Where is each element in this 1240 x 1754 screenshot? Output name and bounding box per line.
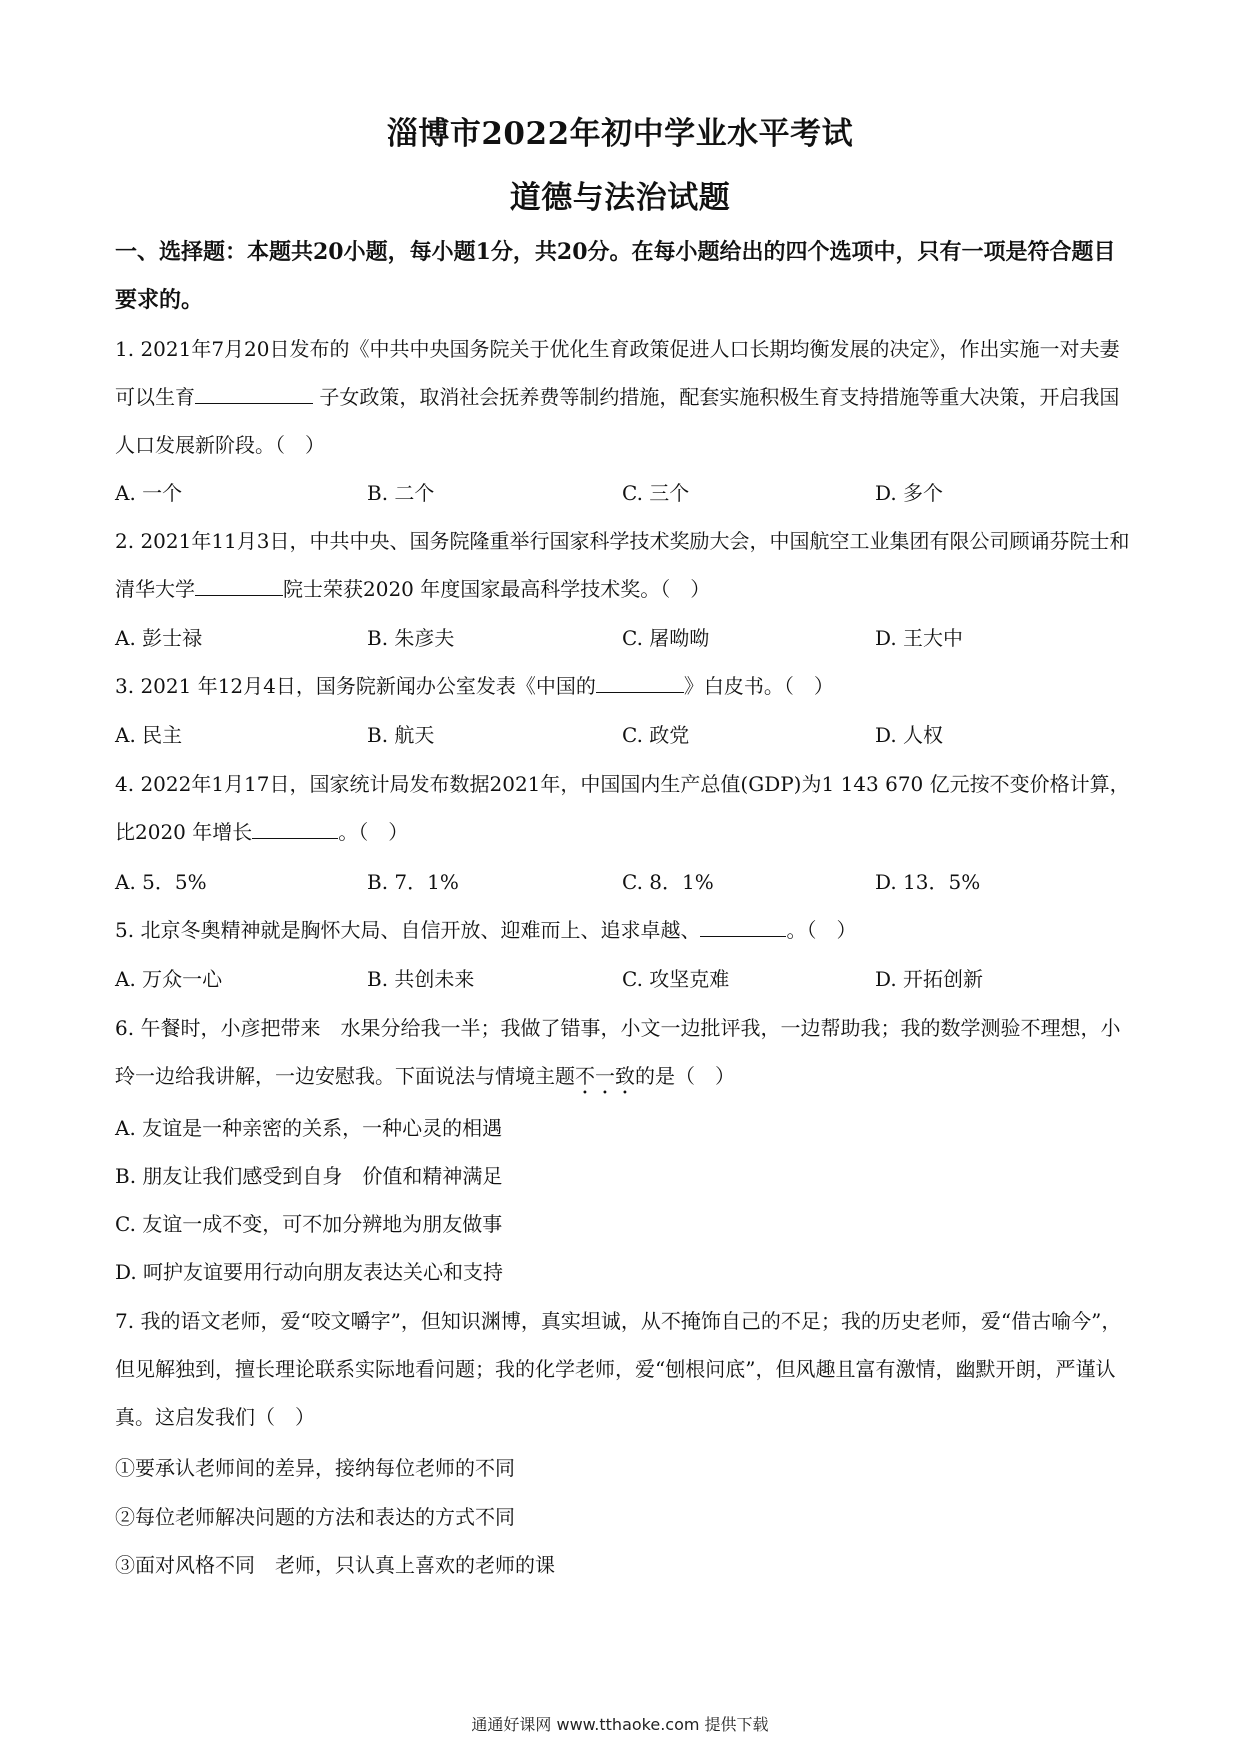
question-4-text-b: 。（ ） <box>338 820 409 844</box>
question-7-item-2: ②每位老师解决问题的方法和表达的方式不同 <box>115 1505 515 1529</box>
question-4-options <box>115 858 1130 906</box>
question-4-blank <box>252 817 338 839</box>
question-5-option-b: B. 共创未来 <box>367 967 475 991</box>
question-3-option-a: A. 民主 <box>115 723 183 747</box>
question-6-option-a: A. 友谊是一种亲密的关系，一种心灵的相遇 <box>115 1116 503 1140</box>
question-4-option-a: A. 5．5% <box>115 870 207 894</box>
question-3-text-b: 》白皮书。（ ） <box>683 674 834 698</box>
question-6-option-b: B. 朋友让我们感受到自身 价值和精神满足 <box>115 1164 503 1188</box>
question-3-blank <box>596 671 684 693</box>
question-2-text-b: 院士荣获2020 年度国家最高科学技术奖。（ ） <box>283 577 711 601</box>
question-1-blank <box>195 382 313 404</box>
question-5-option-c: C. 攻坚克难 <box>622 967 730 991</box>
question-1-option-d: D. 多个 <box>875 481 944 505</box>
question-1-option-c: C. 三个 <box>622 481 690 505</box>
question-2-option-d: D. 王大中 <box>875 626 964 650</box>
question-5-blank <box>700 915 786 937</box>
question-7-item-1: ①要承认老师间的差异，接纳每位老师的不同 <box>115 1456 515 1480</box>
question-3-option-d: D. 人权 <box>875 723 944 747</box>
question-5-option-a: A. 万众一心 <box>115 967 223 991</box>
question-3-option-c: C. 政党 <box>622 723 690 747</box>
question-2-option-b: B. 朱彦夫 <box>367 626 455 650</box>
question-2-blank <box>195 574 283 596</box>
question-1 <box>115 325 1130 469</box>
question-6-option-c: C. 友谊一成不变，可不加分辨地为朋友做事 <box>115 1212 503 1236</box>
question-4-option-b: B. 7．1% <box>367 870 459 894</box>
question-7: 7. 我的语文老师，爱“咬文嚼字”，但知识渊博，真实坦诚，从不掩饰自己的不足；我的历史老师，爱“借古喻今”，但见解独到，擅长理论联系实际地看问题；我的化学老师，爱“刨根问底”，但风趣且富有激情，幽默开朗，严谨认真。这启发我们（ ） <box>115 1309 1122 1429</box>
question-2 <box>115 517 1130 613</box>
page-footer: 通通好课网 www.tthaoke.com 提供下载 <box>471 1715 769 1734</box>
question-2-option-a: A. 彭士禄 <box>115 626 203 650</box>
question-6-emphasis: 不一致 <box>575 1064 635 1088</box>
question-1-option-a: A. 一个 <box>115 481 183 505</box>
question-2-option-c: C. 屠呦呦 <box>622 626 710 650</box>
question-5-options <box>115 955 1130 1003</box>
question-3 <box>115 662 1130 710</box>
question-1-option-b: B. 二个 <box>367 481 435 505</box>
question-3-options <box>115 711 1130 759</box>
question-5 <box>115 906 1130 954</box>
question-6-option-d: D. 呵护友谊要用行动向朋友表达关心和支持 <box>115 1260 504 1284</box>
question-4-text-a: 4. 2022年1月17日，国家统计局发布数据2021年，中国国内生产总值(GDP)为1 143 670 亿元按不变价格计算，比2020 年增长 <box>115 772 1130 844</box>
section-heading: 一、选择题：本题共20小题，每小题1分，共20分。在每小题给出的四个选项中，只有一项是符合题目要求的。 <box>115 239 1116 313</box>
exam-title: 淄博市2022年初中学业水平考试 <box>386 116 854 152</box>
question-4-option-c: C. 8．1% <box>622 870 714 894</box>
question-2-options <box>115 614 1130 662</box>
question-4-option-d: D. 13．5% <box>875 870 981 894</box>
question-1-text-b: 子女政策，取消社会抚养费等制约措施，配套实施积极生育支持措施等重大决策，开启我国人口发展新阶段。（ ） <box>115 385 1120 457</box>
question-7-item-3: ③面对风格不同 老师，只认真上喜欢的老师的课 <box>115 1553 555 1577</box>
question-5-text-b: 。（ ） <box>786 918 857 942</box>
question-6-text-b: 的是（ ） <box>635 1064 735 1088</box>
question-4 <box>115 760 1130 856</box>
question-5-text-a: 5. 北京冬奥精神就是胸怀大局、自信开放、迎难而上、追求卓越、 <box>115 918 701 942</box>
question-3-text-a: 3. 2021 年12月4日，国务院新闻办公室发表《中国的 <box>115 674 596 698</box>
question-5-option-d: D. 开拓创新 <box>875 967 984 991</box>
question-2-text-a: 2. 2021年11月3日，中共中央、国务院隆重举行国家科学技术奖励大会，中国航空工业集团有限公司顾诵芬院士和清华大学 <box>115 529 1130 601</box>
question-1-options <box>115 469 1130 517</box>
question-1-text-a: 1. 2021年7月20日发布的《中共中央国务院关于优化生育政策促进人口长期均衡发展的决定》，作出实施一对夫妻可以生育 <box>115 337 1120 409</box>
question-3-option-b: B. 航天 <box>367 723 435 747</box>
question-6 <box>115 1004 1130 1100</box>
question-6-text-a: 6. 午餐时，小彦把带来 水果分给我一半；我做了错事，小文一边批评我，一边帮助我；我的数学测验不理想，小玲一边给我讲解，一边安慰我。下面说法与情境主题 <box>115 1016 1121 1088</box>
exam-subtitle: 道德与法治试题 <box>509 180 731 216</box>
